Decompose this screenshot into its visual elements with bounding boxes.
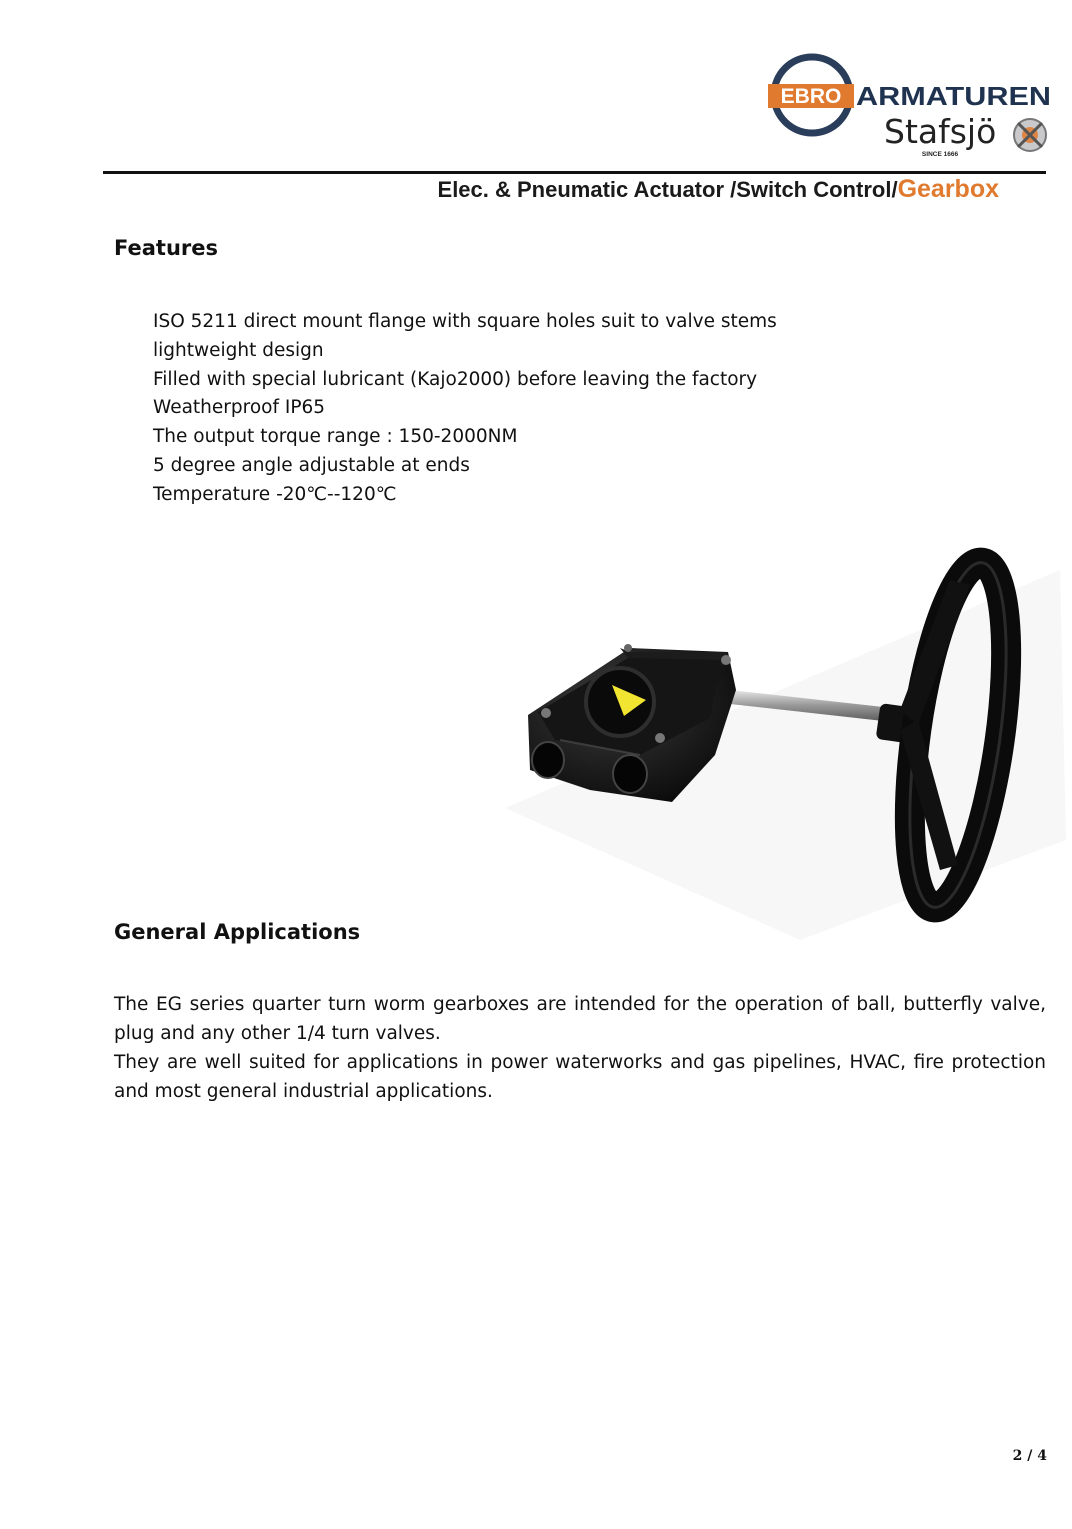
feature-item: Weatherproof IP65 xyxy=(153,397,326,419)
feature-item: lightweight design xyxy=(153,339,324,361)
features-heading: Features xyxy=(114,236,218,260)
feature-item: 5 degree angle adjustable at ends xyxy=(153,454,470,476)
applications-paragraph: They are well suited for applications in power waterworks and gas pipelines, HVAC, fire protection and most general industrial applications. xyxy=(114,1052,1046,1102)
feature-item: ISO 5211 direct mount flange with square holes suit to valve stems xyxy=(153,311,777,332)
logo-badge-text: EBRO xyxy=(780,85,842,108)
category-breadcrumb xyxy=(0,175,999,204)
applications-heading: General Applications xyxy=(114,920,361,944)
page-number: 2 / 4 xyxy=(1012,1448,1047,1464)
feature-item: The output torque range : 150-2000NM xyxy=(153,426,518,448)
category-prefix: Elec. & Pneumatic Actuator /Switch Control/ xyxy=(437,177,898,202)
features-list xyxy=(153,308,777,510)
applications-paragraph: The EG series quarter turn worm gearboxes are intended for the operation of ball, butterfly valve, plug and any other 1/4 turn valves. xyxy=(114,994,1046,1044)
company-logo xyxy=(768,50,1052,162)
logo-brand-text: ARMATUREN xyxy=(856,81,1051,111)
feature-item: Temperature -20℃--120℃ xyxy=(153,483,397,505)
gearbox-product-image xyxy=(500,540,1066,940)
header-divider xyxy=(103,171,1046,174)
logo-since-text: SINCE 1666 xyxy=(921,151,959,158)
logo-sub-brand: Stafsjö xyxy=(884,112,997,151)
category-active: Gearbox xyxy=(897,175,999,203)
feature-item: Filled with special lubricant (Kajo2000) before leaving the factory xyxy=(153,368,758,390)
